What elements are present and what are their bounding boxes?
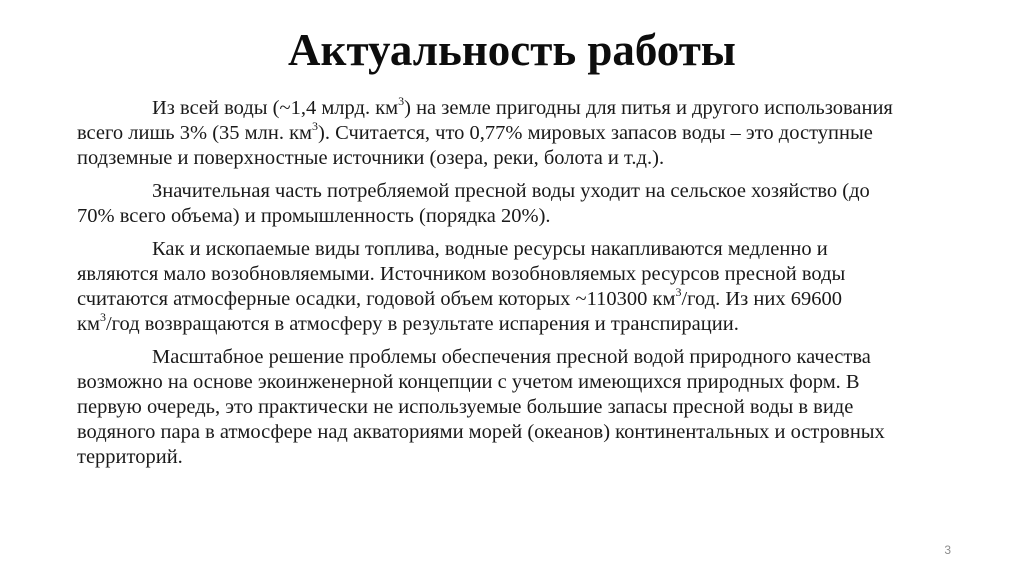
text-line: Значительная часть потребляемой пресной воды уходит на сельское хозяйство (до xyxy=(152,180,870,202)
page-number: 3 xyxy=(944,543,951,557)
text-line: возможно на основе экоинженерной концепции с учетом имеющихся природных форм. В xyxy=(77,371,860,393)
text-line: считаются атмосферные осадки, годовой объем которых ~110300 $км^3$/год. Из них 69600 xyxy=(77,285,842,310)
paragraph-water-availability xyxy=(77,96,957,171)
text-line: водяного пара в атмосфере над акваториями морей (океанов) континентальных и островных xyxy=(77,421,885,443)
text-line: территорий. xyxy=(77,446,183,468)
text-line: являются мало возобновляемыми. Источником возобновляемых ресурсов пресной воды xyxy=(77,263,846,285)
text-line: всего лишь 3% (35 млн. $км^3$). Считается, что 0,77% мировых запасов воды – это доступные xyxy=(77,119,873,144)
text-line: Масштабное решение проблемы обеспечения пресной водой природного качества xyxy=(152,346,871,368)
slide-title: Актуальность работы xyxy=(288,25,736,75)
paragraph-renewable-resources xyxy=(77,237,957,337)
text-line: $км^3$/год возвращаются в атмосферу в результате испарения и транспирации. xyxy=(77,310,739,335)
text-line: первую очередь, это практически не используемые большие запасы пресной воды в виде xyxy=(77,396,854,418)
text-line: Из всей воды (~1,4 млрд. $км^3$) на земле пригодны для питья и другого использования xyxy=(152,94,893,119)
text-line: подземные и поверхностные источники (озера, реки, болота и т.д.). xyxy=(77,147,665,169)
text-line: Как и ископаемые виды топлива, водные ресурсы накапливаются медленно и xyxy=(152,238,828,260)
paragraph-consumption xyxy=(77,179,957,229)
text-line: 70% всего объема) и промышленность (порядка 20%). xyxy=(77,205,551,227)
paragraph-solution xyxy=(77,345,957,470)
slide-body xyxy=(77,96,957,470)
